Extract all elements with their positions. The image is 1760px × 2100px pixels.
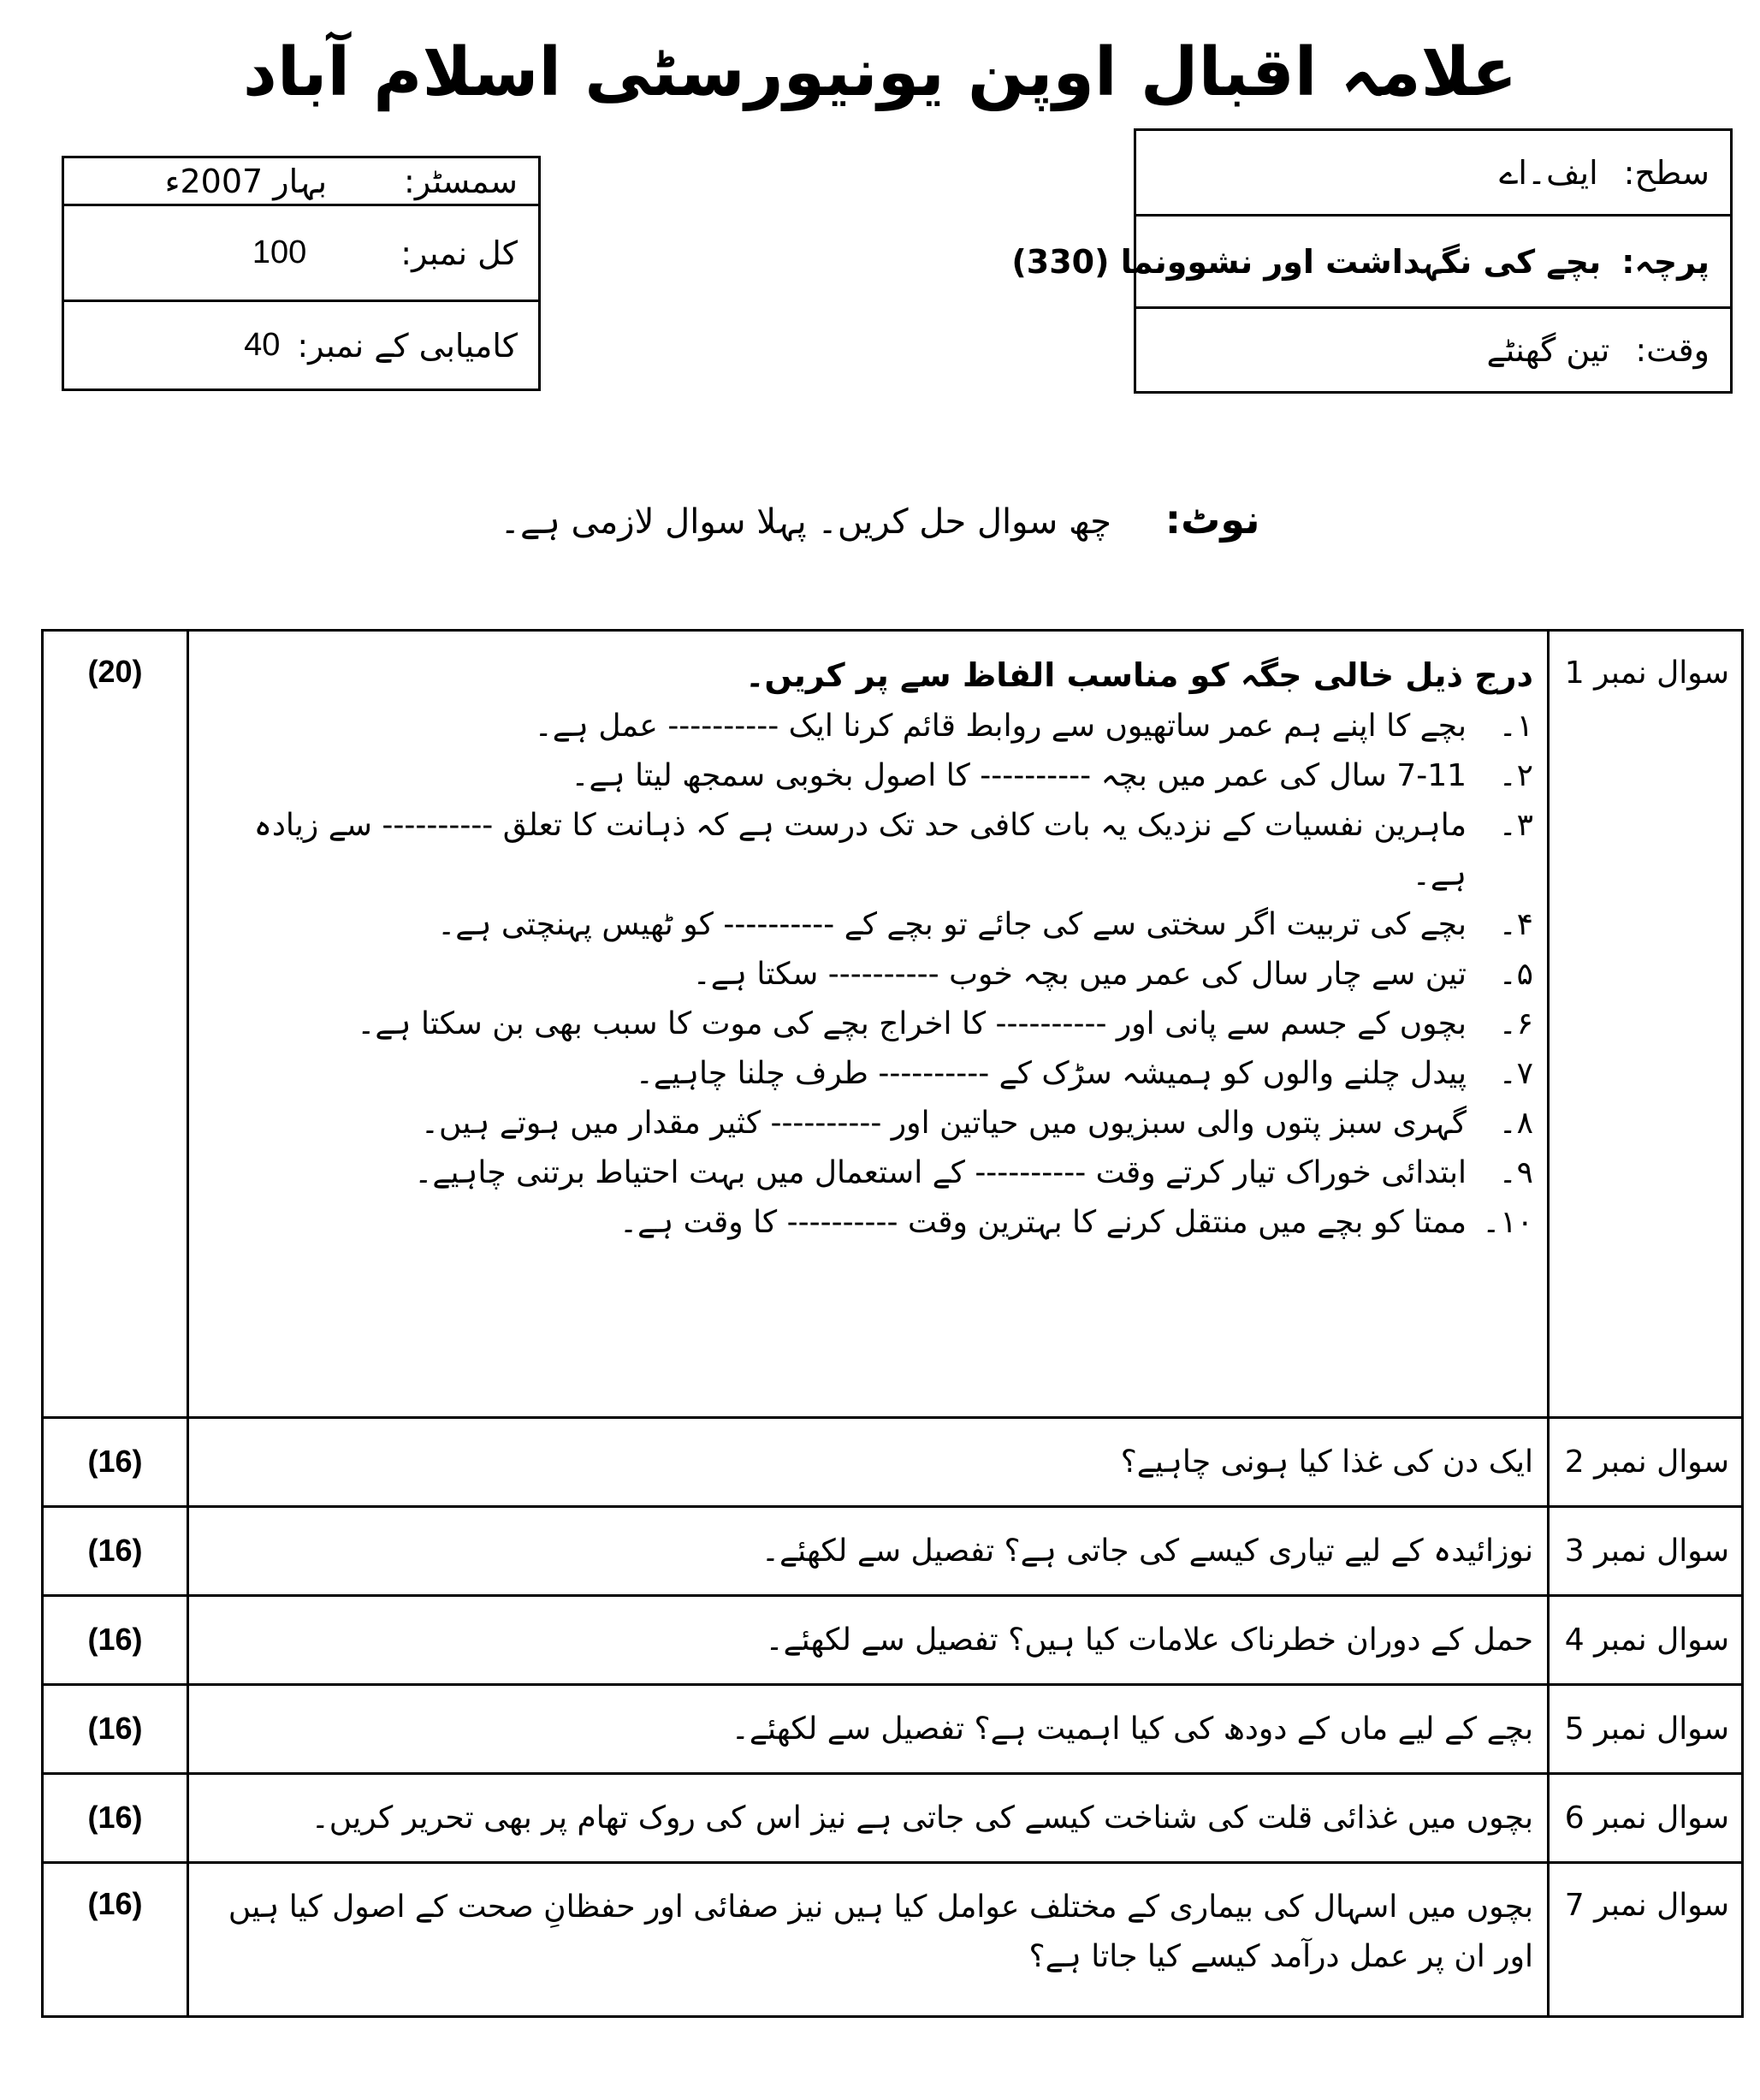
list-item [203,1148,1533,1198]
item-text: بچوں کے جسم سے پانی اور ---------- کا اخراج بچے کی موت کا سبب بھی بن سکتا ہے۔ [357,1006,1467,1041]
question-body: نوزائیدہ کے لیے تیاری کیسے کی جاتی ہے؟ تفصیل سے لکھئے۔ [188,1507,1549,1596]
list-item [203,1198,1533,1248]
item-number: ۲۔ [1498,758,1533,793]
time-row [1136,309,1730,391]
item-text: بچے کی تربیت اگر سختی سے کی جائے تو بچے کے ---------- کو ٹھیس پہنچتی ہے۔ [437,907,1467,942]
item-number: ۸۔ [1498,1106,1533,1141]
paper-info-box [1011,128,1733,394]
list-item [203,1099,1533,1148]
question-marks: (16) [43,1596,188,1685]
item-number: ۱۔ [1498,709,1533,744]
item-text: ممتا کو بچے میں منتقل کرنے کا بہترین وقت ---------- کا وقت ہے۔ [619,1205,1467,1240]
question-marks: (16) [43,1418,188,1507]
item-text: ماہرین نفسیات کے نزدیک یہ بات کافی حد تک درست ہے کہ ذہانت کا تعلق ---------- سے زیادہ ہے۔ [253,808,1467,893]
question-marks: (16) [43,1685,188,1774]
list-item [203,702,1533,751]
item-number: ۱۰۔ [1482,1205,1533,1240]
question-body: بچوں میں اسہال کی بیماری کے مختلف عوامل کیا ہیں نیز صفائی اور حفظانِ صحت کے اصول کیا ہیں اور ان پر عمل درآمد کیسے کیا جاتا ہے؟ [188,1863,1549,2017]
question-number: سوال نمبر 2 [1549,1418,1743,1507]
question-number: سوال نمبر 1 [1549,631,1743,1418]
question-row-7 [43,1863,1743,2017]
item-number: ۵۔ [1498,957,1533,992]
question-marks: (16) [43,1774,188,1863]
question-row-2 [43,1418,1743,1507]
question-number: سوال نمبر 4 [1549,1596,1743,1685]
question-row-3 [43,1507,1743,1596]
question-body: بچے کے لیے ماں کے دودھ کی کیا اہمیت ہے؟ تفصیل سے لکھئے۔ [188,1685,1549,1774]
item-text: تین سے چار سال کی عمر میں بچہ خوب ---------- سکتا ہے۔ [692,957,1467,992]
time-label: وقت: [1635,331,1710,369]
semester-row [64,158,538,206]
question-number: سوال نمبر 5 [1549,1685,1743,1774]
item-number: ۳۔ [1498,808,1533,843]
semester-value: بہار 2007ء [164,162,328,200]
university-title: علامہ اقبال اوپن یونیورسٹی اسلام آباد [242,34,1518,111]
question-row-1 [43,631,1743,1418]
pass-marks-label: کامیابی کے نمبر: [297,326,518,365]
list-item [203,801,1533,900]
item-number: ۷۔ [1498,1056,1533,1091]
semester-label: سمسٹر: [404,162,518,200]
item-text: پیدل چلنے والوں کو ہمیشہ سڑک کے ---------- طرف چلنا چاہیے۔ [635,1056,1467,1091]
level-row [1136,131,1730,217]
paper-row [1011,217,1730,309]
question-body: بچوں میں غذائی قلت کی شناخت کیسے کی جاتی ہے نیز اس کی روک تھام پر بھی تحریر کریں۔ [188,1774,1549,1863]
paper-value: بچے کی نگہداشت اور نشوونما (330) [1011,242,1602,281]
question-marks: (20) [43,631,188,1418]
item-number: ۶۔ [1498,1006,1533,1041]
item-text: بچے کا اپنے ہم عمر ساتھیوں سے روابط قائم کرنا ایک ---------- عمل ہے۔ [534,709,1467,744]
item-text: 7-11 سال کی عمر میں بچہ ---------- کا اصول بخوبی سمجھ لیتا ہے۔ [571,758,1467,793]
questions-table [41,629,1744,2018]
list-item [203,1049,1533,1099]
total-marks-value: 100 [252,234,307,270]
question-row-5 [43,1685,1743,1774]
question-marks: (16) [43,1863,188,2017]
total-marks-label: کل نمبر: [400,234,518,272]
total-marks-row [64,206,538,302]
question-row-6 [43,1774,1743,1863]
time-value: تین گھنٹے [1486,331,1610,369]
note-label: نوٹ: [1164,496,1260,543]
question-body: ایک دن کی غذا کیا ہونی چاہیے؟ [188,1418,1549,1507]
level-label: سطح: [1623,153,1710,192]
question-number: سوال نمبر 6 [1549,1774,1743,1863]
item-text: ابتدائی خوراک تیار کرتے وقت ---------- کے استعمال میں بہت احتیاط برتنی چاہیے۔ [414,1155,1467,1190]
pass-marks-value: 40 [244,327,281,363]
list-item [203,950,1533,1000]
question-1-title: درج ذیل خالی جگہ کو مناسب الفاظ سے پر کریں۔ [745,656,1533,694]
level-value: ایف۔اے [1499,153,1598,192]
item-number: ۴۔ [1498,907,1533,942]
question-row-4 [43,1596,1743,1685]
item-number: ۹۔ [1498,1155,1533,1190]
paper-label: پرچہ: [1621,242,1710,281]
list-item [203,900,1533,950]
question-body [188,631,1549,1418]
list-item [203,1000,1533,1049]
item-text: گہری سبز پتوں والی سبزیوں میں حیاتین اور ---------- کثیر مقدار میں ہوتے ہیں۔ [420,1106,1467,1141]
question-number: سوال نمبر 7 [1549,1863,1743,2017]
question-body: حمل کے دوران خطرناک علامات کیا ہیں؟ تفصیل سے لکھئے۔ [188,1596,1549,1685]
list-item [203,751,1533,801]
pass-marks-row [64,302,538,389]
note-text: چھ سوال حل کریں۔ پہلا سوال لازمی ہے۔ [500,502,1112,542]
exam-info-box [62,156,541,391]
instructions-note [0,496,1760,543]
question-marks: (16) [43,1507,188,1596]
question-number: سوال نمبر 3 [1549,1507,1743,1596]
